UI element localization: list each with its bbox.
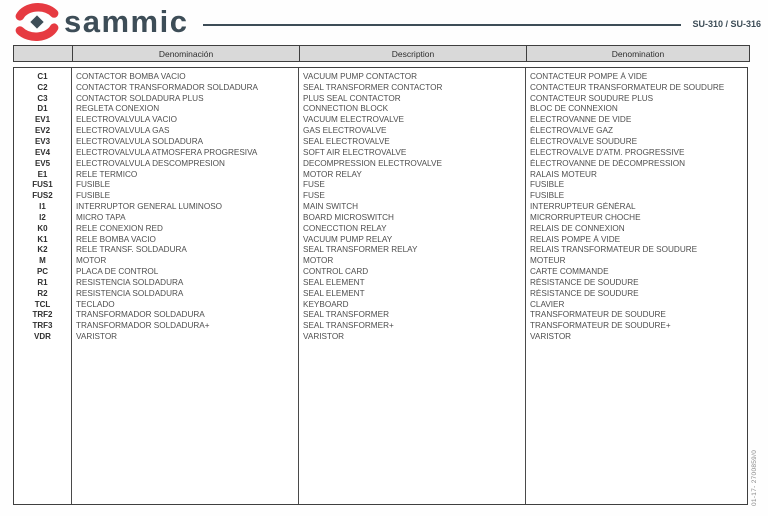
table-row (14, 125, 747, 136)
table-row (14, 104, 747, 115)
cell-code: R1 (37, 277, 48, 287)
cell-code: EV1 (34, 115, 51, 125)
table-row (14, 331, 747, 342)
cell-code: D1 (37, 104, 48, 114)
cell-denomination: CARTE COMMANDE (530, 267, 609, 277)
cell-denomination: FUSIBLE (530, 191, 565, 201)
cell-denominacion: RELE TERMICO (76, 169, 138, 179)
cell-denomination: TRANSFORMATEUR DE SOUDURE (530, 310, 666, 320)
cell-code: E1 (37, 169, 48, 179)
cell-denomination: INTERRUPTEUR GÉNÉRAL (530, 202, 636, 212)
cell-code: K0 (37, 223, 48, 233)
table-row (14, 266, 747, 277)
cell-denomination: MOTEUR (530, 256, 566, 266)
cell-description: MOTOR RELAY (303, 169, 362, 179)
cell-description: SEAL TRANSFORMER+ (303, 321, 394, 331)
cell-code: TRF3 (32, 321, 53, 331)
sammic-logo (14, 3, 188, 41)
cell-denominacion: PLACA DE CONTROL (76, 267, 159, 277)
cell-denominacion: RESISTENCIA SOLDADURA (76, 288, 184, 298)
cell-description: FUSE (303, 191, 325, 201)
cell-denominacion: TRANSFORMADOR SOLDADURA (76, 310, 205, 320)
cell-code: M (39, 256, 46, 266)
cell-denomination: RALAIS MOTEUR (530, 169, 597, 179)
cell-denominacion: ELECTROVALVULA VACIO (76, 115, 178, 125)
cell-denomination: RELAIS DE CONNEXION (530, 223, 625, 233)
cell-denominacion: TRANSFORMADOR SOLDADURA+ (76, 321, 210, 331)
cell-description: CONNECTION BLOCK (303, 104, 389, 114)
cell-code: FUS2 (32, 191, 53, 201)
cell-denominacion: RELE TRANSF. SOLDADURA (76, 245, 187, 255)
table-body-rows (14, 71, 747, 342)
cell-code: TRF2 (32, 310, 53, 320)
cell-code: C1 (37, 71, 48, 81)
cell-denomination: RÉSISTANCE DE SOUDURE (530, 288, 639, 298)
table-row (14, 320, 747, 331)
cell-denominacion: INTERRUPTOR GENERAL LUMINOSO (76, 202, 223, 212)
cell-denomination: ELECTROVALVE D'ATM. PROGRESSIVE (530, 147, 685, 157)
table-row (14, 190, 747, 201)
cell-denominacion: ELECTROVALVULA SOLDADURA (76, 136, 204, 146)
header-cell-description: Description (300, 46, 527, 61)
table-row (14, 136, 747, 147)
cell-denominacion: CONTACTOR SOLDADURA PLUS (76, 93, 204, 103)
document-code: 01-17- 2700859/0 (751, 449, 758, 506)
cell-description: MAIN SWITCH (303, 202, 359, 212)
table-row (14, 147, 747, 158)
table-row (14, 158, 747, 169)
cell-denominacion: MICRO TAPA (76, 212, 126, 222)
cell-code: I1 (39, 202, 46, 212)
cell-denominacion: REGLETA CONEXION (76, 104, 160, 114)
cell-denomination: ÉLECTROVANNE DE DÉCOMPRESSION (530, 158, 685, 168)
cell-denominacion: RELE BOMBA VACIO (76, 234, 156, 244)
cell-description: CONTROL CARD (303, 267, 369, 277)
table-row (14, 201, 747, 212)
cell-description: GAS ELECTROVALVE (303, 126, 387, 136)
cell-description: CONECCTION RELAY (303, 223, 387, 233)
table-row (14, 288, 747, 299)
table-row (14, 179, 747, 190)
header-divider-line (203, 24, 681, 26)
cell-description: SEAL TRANSFORMER RELAY (303, 245, 418, 255)
header-cell-denominacion: Denominación (73, 46, 300, 61)
cell-code: R2 (37, 288, 48, 298)
cell-denominacion: MOTOR (76, 256, 107, 266)
table-header-row (13, 45, 750, 62)
model-reference: SU-310 / SU-316 (692, 19, 761, 29)
cell-description: SEAL ELECTROVALVE (303, 136, 390, 146)
cell-description: VACUUM PUMP RELAY (303, 234, 393, 244)
table-row (14, 234, 747, 245)
table-row (14, 212, 747, 223)
cell-description: KEYBOARD (303, 299, 349, 309)
cell-description: FUSE (303, 180, 325, 190)
table-row (14, 299, 747, 310)
cell-code: C2 (37, 82, 48, 92)
header-cell-code (14, 46, 73, 61)
table-row (14, 277, 747, 288)
cell-description: PLUS SEAL CONTACTOR (303, 93, 401, 103)
cell-denomination: ELECTROVANNE DE VIDE (530, 115, 632, 125)
cell-code: EV4 (34, 147, 51, 157)
cell-denominacion: CONTACTOR BOMBA VACIO (76, 71, 186, 81)
cell-denomination: CONTACTEUR POMPE À VIDE (530, 71, 648, 81)
cell-description: SEAL ELEMENT (303, 277, 365, 287)
header-cell-denomination: Denomination (611, 48, 665, 59)
cell-denomination: RELAIS POMPE À VIDE (530, 234, 621, 244)
cell-description: VACUUM ELECTROVALVE (303, 115, 404, 125)
cell-description: VACUUM PUMP CONTACTOR (303, 71, 418, 81)
cell-denominacion: ELECTROVALVULA DESCOMPRESION (76, 158, 225, 168)
cell-description: SEAL TRANSFORMER CONTACTOR (303, 82, 443, 92)
cell-denomination: CONTACTEUR TRANSFORMATEUR DE SOUDURE (530, 82, 725, 92)
cell-denominacion: FUSIBLE (76, 180, 111, 190)
cell-denomination: TRANSFORMATEUR DE SOUDURE+ (530, 321, 671, 331)
table-row (14, 71, 747, 82)
table-row (14, 93, 747, 104)
cell-denominacion: RESISTENCIA SOLDADURA (76, 277, 184, 287)
cell-code: EV5 (34, 158, 51, 168)
cell-denomination: VARISTOR (530, 332, 572, 342)
table-row (14, 223, 747, 234)
cell-code: VDR (34, 332, 51, 342)
cell-code: I2 (39, 212, 46, 222)
table-row (14, 245, 747, 256)
cell-code: K1 (37, 234, 48, 244)
cell-denominacion: VARISTOR (76, 332, 118, 342)
cell-denomination: ÉLECTROVALVE GAZ (530, 126, 613, 136)
table-row (14, 82, 747, 93)
cell-denomination: FUSIBLE (530, 180, 565, 190)
cell-denominacion: TECLADO (76, 299, 115, 309)
cell-code: TCL (34, 299, 51, 309)
cell-denomination: RELAIS TRANSFORMATEUR DE SOUDURE (530, 245, 698, 255)
cell-code: FUS1 (32, 180, 53, 190)
cell-denomination: BLOC DE CONNEXION (530, 104, 618, 114)
cell-denominacion: RELE CONEXION RED (76, 223, 163, 233)
cell-description: SEAL TRANSFORMER (303, 310, 389, 320)
cell-denomination: CONTACTEUR SOUDURE PLUS (530, 93, 654, 103)
cell-denomination: CLAVIER (530, 299, 565, 309)
cell-description: BOARD MICROSWITCH (303, 212, 394, 222)
cell-denominacion: FUSIBLE (76, 191, 111, 201)
cell-denomination: ÉLECTROVALVE SOUDURE (530, 136, 638, 146)
cell-denominacion: CONTACTOR TRANSFORMADOR SOLDADURA (76, 82, 258, 92)
cell-description: VARISTOR (303, 332, 345, 342)
cell-code: C3 (37, 93, 48, 103)
cell-denomination: MICRORRUPTEUR CHOCHE (530, 212, 641, 222)
table-row (14, 169, 747, 180)
logo-wordmark: sammic (64, 4, 189, 39)
table-row (14, 114, 747, 125)
cell-code: EV2 (34, 126, 51, 136)
cell-description: MOTOR (303, 256, 334, 266)
cell-denomination: RÉSISTANCE DE SOUDURE (530, 277, 639, 287)
cell-code: PC (36, 267, 49, 277)
cell-description: SEAL ELEMENT (303, 288, 365, 298)
cell-description: DECOMPRESSION ELECTROVALVE (303, 158, 442, 168)
cell-denominacion: ELECTROVALVULA GAS (76, 126, 170, 136)
table-body (13, 67, 748, 505)
cell-code: EV3 (34, 136, 51, 146)
sammic-logo-icon (14, 3, 60, 41)
cell-code: K2 (37, 245, 48, 255)
table-row (14, 310, 747, 321)
cell-denominacion: ELECTROVALVULA ATMOSFERA PROGRESIVA (76, 147, 258, 157)
table-row (14, 255, 747, 266)
cell-description: SOFT AIR ELECTROVALVE (303, 147, 407, 157)
